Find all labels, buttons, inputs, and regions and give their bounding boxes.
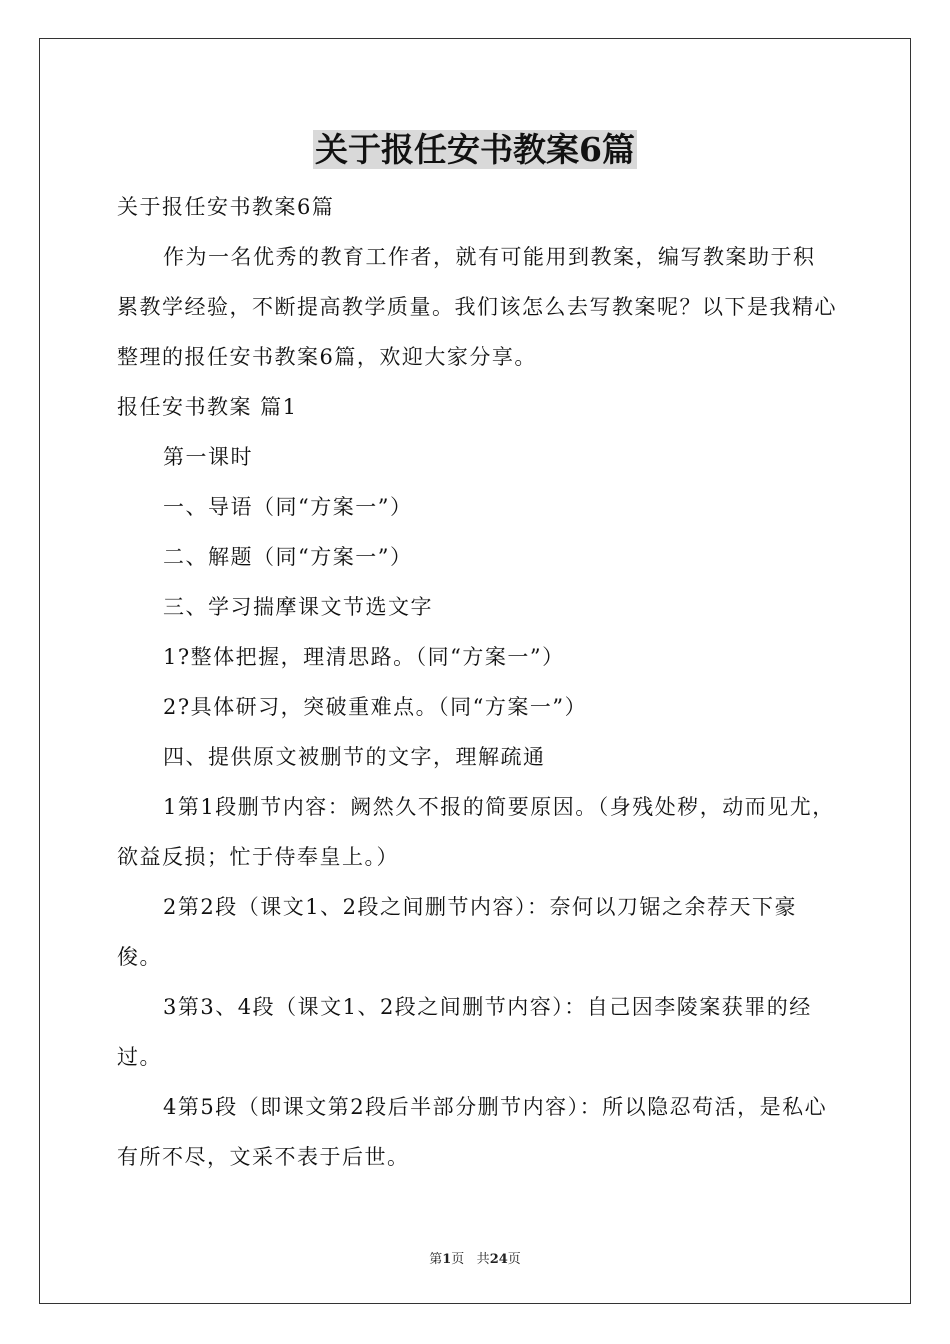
paragraph: 三、学习揣摩课文节选文字 (163, 595, 433, 619)
paragraph: 二、解题（同“方案一”） (163, 545, 413, 569)
total-prefix: 共 (476, 1252, 490, 1267)
paragraph: 3第3、4段（课文1、2段之间删节内容）：自己因李陵案获罪的经过。 (117, 995, 812, 1069)
page-footer (0, 1248, 950, 1267)
page-number: 1 (442, 1252, 452, 1267)
paragraph: 关于报任安书教案6篇 (117, 195, 335, 219)
paragraph: 第一课时 (163, 445, 253, 469)
document-body (117, 182, 837, 1182)
total-suffix: 页 (507, 1252, 521, 1267)
paragraph: 2?具体研习，突破重难点。（同“方案一”） (163, 695, 588, 719)
page-suffix: 页 (451, 1252, 465, 1267)
section-heading: 报任安书教案 篇1 (117, 395, 298, 419)
paragraph: 四、提供原文被删节的文字，理解疏通 (163, 745, 546, 769)
document-title-text: 关于报任安书教案6篇 (315, 130, 635, 169)
paragraph: 4第5段（即课文第2段后半部分删节内容）：所以隐忍苟活，是私心有所不尽，文采不表于后世。 (117, 1095, 828, 1169)
paragraph: 2第2段（课文1、2段之间删节内容）：奈何以刀锯之余荐天下豪俊。 (117, 895, 797, 969)
paragraph: 1第1段删节内容：阙然久不报的简要原因。（身残处秽，动而见尤，欲益反损；忙于侍奉皇上。） (117, 795, 835, 869)
paragraph: 1?整体把握，理清思路。（同“方案一”） (163, 645, 565, 669)
page-prefix: 第 (429, 1252, 443, 1267)
paragraph: 作为一名优秀的教育工作者，就有可能用到教案，编写教案助于积累教学经验，不断提高教学质量。我们该怎么去写教案呢？以下是我精心整理的报任安书教案6篇，欢迎大家分享。 (117, 245, 837, 369)
document-title (0, 126, 950, 174)
total-pages: 24 (489, 1252, 508, 1267)
paragraph: 一、导语（同“方案一”） (163, 495, 413, 519)
